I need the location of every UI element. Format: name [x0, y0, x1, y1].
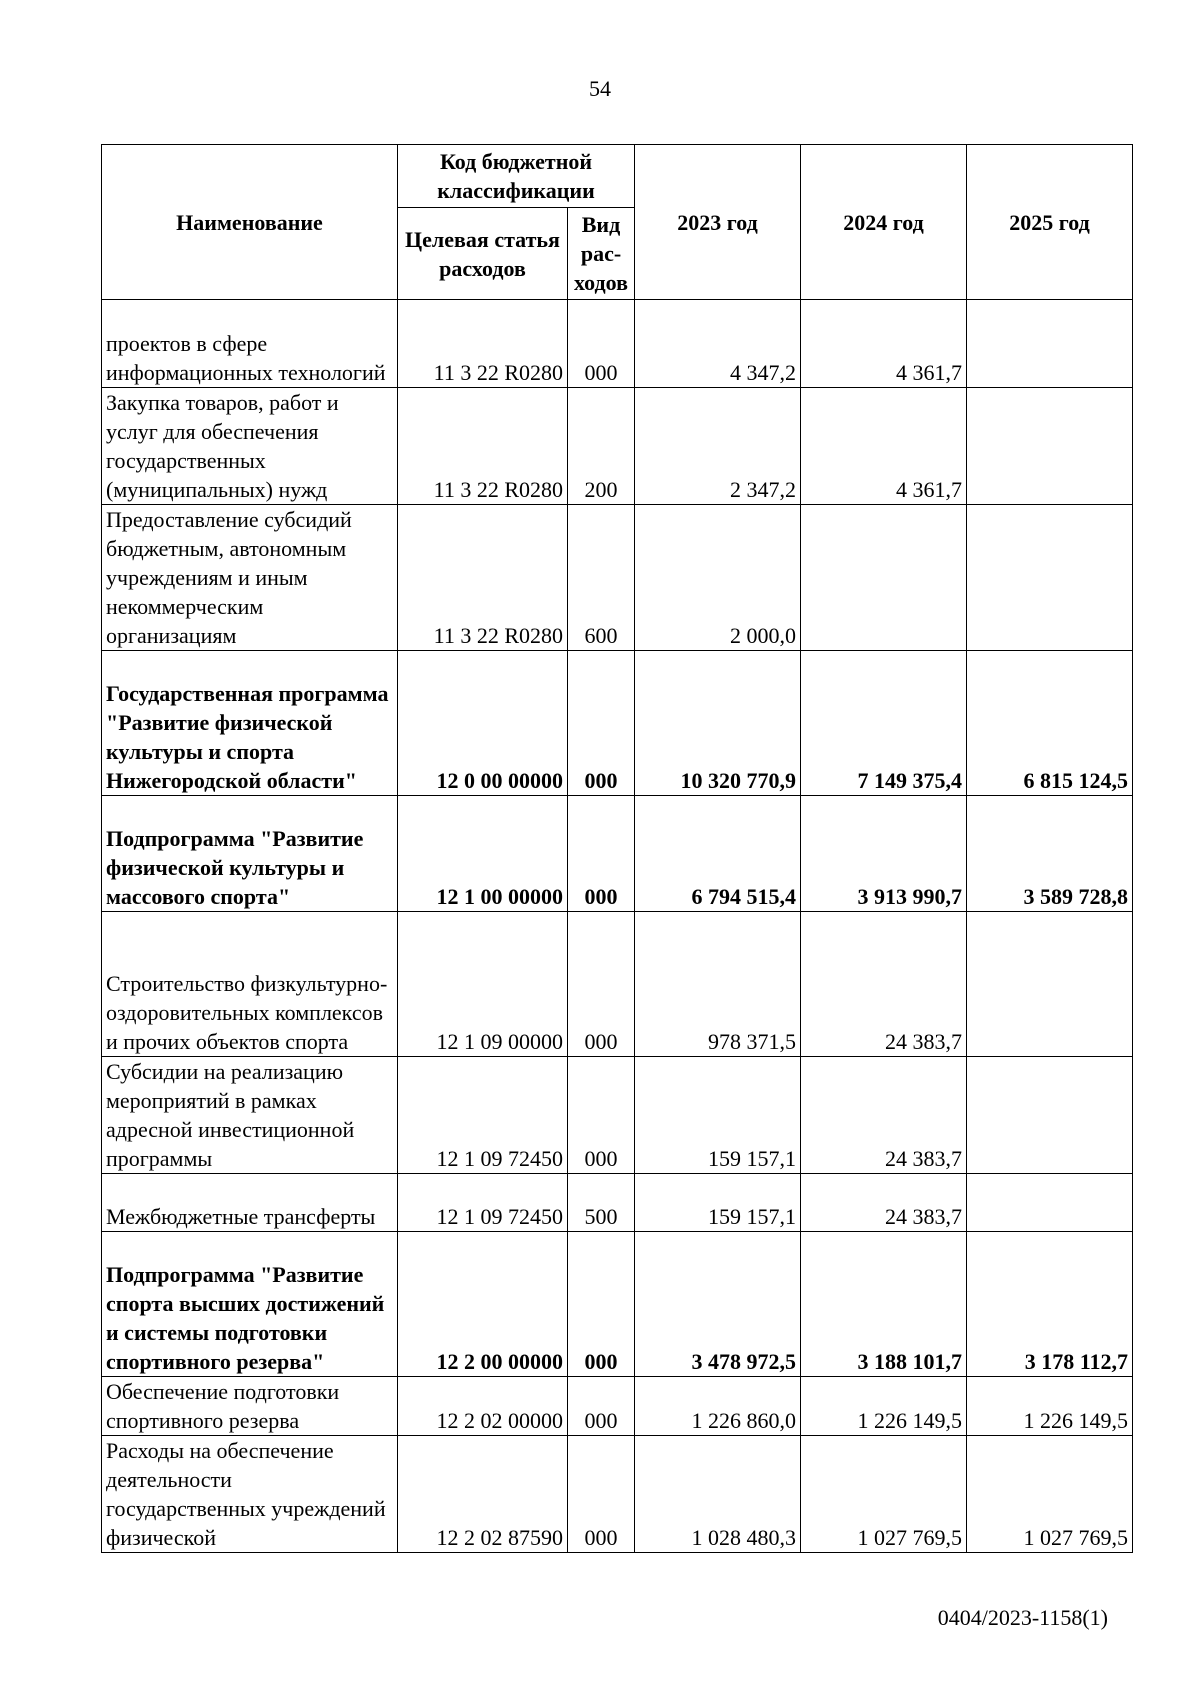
row-value-2023: 978 371,5 — [635, 912, 801, 1057]
row-expense-kind: 500 — [568, 1174, 635, 1232]
table-row — [102, 1057, 1133, 1174]
row-value-2023: 4 347,2 — [635, 300, 801, 388]
header-2023: 2023 год — [635, 145, 801, 300]
row-target-code: 12 1 09 72450 — [398, 1174, 568, 1232]
row-value-2024: 24 383,7 — [801, 1174, 967, 1232]
row-name: Межбюджетные трансферты — [102, 1174, 398, 1232]
row-name: проектов в сфере информационных технологий — [102, 300, 398, 388]
row-value-2023: 1 028 480,3 — [635, 1436, 801, 1553]
row-name: Подпрограмма "Развитие спорта высших достижений и системы подготовки спортивного резерва" — [102, 1232, 398, 1377]
row-value-2023: 159 157,1 — [635, 1057, 801, 1174]
table-row — [102, 505, 1133, 651]
row-value-2025 — [967, 1057, 1133, 1174]
row-target-code: 12 0 00 00000 — [398, 651, 568, 796]
row-value-2024: 24 383,7 — [801, 912, 967, 1057]
row-name: Субсидии на реализацию мероприятий в рамках адресной инвестиционной программы — [102, 1057, 398, 1174]
row-expense-kind: 000 — [568, 300, 635, 388]
row-value-2025: 3 589 728,8 — [967, 796, 1133, 912]
row-value-2025 — [967, 1174, 1133, 1232]
row-target-code: 11 3 22 R0280 — [398, 388, 568, 505]
row-value-2024: 3 913 990,7 — [801, 796, 967, 912]
row-name: Подпрограмма "Развитие физической культуры и массового спорта" — [102, 796, 398, 912]
row-value-2025: 6 815 124,5 — [967, 651, 1133, 796]
row-value-2023: 2 347,2 — [635, 388, 801, 505]
row-value-2025: 1 027 769,5 — [967, 1436, 1133, 1553]
row-name: Расходы на обеспечение деятельности государственных учреждений физической — [102, 1436, 398, 1553]
table-row — [102, 912, 1133, 1057]
header-2024: 2024 год — [801, 145, 967, 300]
row-name: Государственная программа "Развитие физической культуры и спорта Нижегородской области" — [102, 651, 398, 796]
table-row — [102, 1174, 1133, 1232]
document-code: 0404/2023-1158(1) — [937, 1605, 1108, 1630]
row-target-code: 11 3 22 R0280 — [398, 505, 568, 651]
table-header-row — [102, 145, 1133, 208]
page-number: 54 — [589, 76, 611, 101]
row-value-2023: 3 478 972,5 — [635, 1232, 801, 1377]
table-row — [102, 388, 1133, 505]
row-value-2024: 7 149 375,4 — [801, 651, 967, 796]
row-name: Предоставление субсидий бюджетным, автономным учреждениям и иным некоммерческим организациям — [102, 505, 398, 651]
row-expense-kind: 600 — [568, 505, 635, 651]
row-value-2024: 4 361,7 — [801, 300, 967, 388]
row-value-2025 — [967, 505, 1133, 651]
row-value-2023: 1 226 860,0 — [635, 1377, 801, 1436]
header-code-group: Код бюджетной классификации — [398, 145, 635, 208]
header-2025: 2025 год — [967, 145, 1133, 300]
row-target-code: 12 1 09 72450 — [398, 1057, 568, 1174]
row-value-2024: 1 226 149,5 — [801, 1377, 967, 1436]
row-expense-kind: 000 — [568, 796, 635, 912]
row-value-2025 — [967, 912, 1133, 1057]
row-expense-kind: 000 — [568, 651, 635, 796]
row-value-2023: 159 157,1 — [635, 1174, 801, 1232]
row-name: Закупка товаров, работ и услуг для обеспечения государственных (муниципальных) нужд — [102, 388, 398, 505]
table-row — [102, 651, 1133, 796]
row-expense-kind: 000 — [568, 1436, 635, 1553]
table-row — [102, 1436, 1133, 1553]
row-expense-kind: 000 — [568, 1377, 635, 1436]
row-expense-kind: 000 — [568, 1057, 635, 1174]
row-value-2024 — [801, 505, 967, 651]
row-expense-kind: 000 — [568, 912, 635, 1057]
row-value-2023: 6 794 515,4 — [635, 796, 801, 912]
row-target-code: 11 3 22 R0280 — [398, 300, 568, 388]
row-target-code: 12 2 02 87590 — [398, 1436, 568, 1553]
row-value-2025 — [967, 300, 1133, 388]
row-target-code: 12 2 00 00000 — [398, 1232, 568, 1377]
row-name: Строительство физкультурно-оздоровительных комплексов и прочих объектов спорта — [102, 912, 398, 1057]
row-value-2025 — [967, 388, 1133, 505]
row-target-code: 12 1 09 00000 — [398, 912, 568, 1057]
row-expense-kind: 200 — [568, 388, 635, 505]
table-row — [102, 1377, 1133, 1436]
row-value-2024: 24 383,7 — [801, 1057, 967, 1174]
row-value-2025: 3 178 112,7 — [967, 1232, 1133, 1377]
table-body — [102, 300, 1133, 1553]
row-value-2024: 3 188 101,7 — [801, 1232, 967, 1377]
table-row — [102, 1232, 1133, 1377]
header-kind: Вид рас-ходов — [568, 208, 635, 300]
row-value-2024: 4 361,7 — [801, 388, 967, 505]
table-row — [102, 796, 1133, 912]
header-name: Наименование — [102, 145, 398, 300]
header-target: Целевая статья расходов — [398, 208, 568, 300]
table-row — [102, 300, 1133, 388]
row-value-2025: 1 226 149,5 — [967, 1377, 1133, 1436]
row-name: Обеспечение подготовки спортивного резерва — [102, 1377, 398, 1436]
row-value-2023: 10 320 770,9 — [635, 651, 801, 796]
row-expense-kind: 000 — [568, 1232, 635, 1377]
row-target-code: 12 2 02 00000 — [398, 1377, 568, 1436]
row-target-code: 12 1 00 00000 — [398, 796, 568, 912]
row-value-2023: 2 000,0 — [635, 505, 801, 651]
budget-table — [101, 144, 1133, 1553]
row-value-2024: 1 027 769,5 — [801, 1436, 967, 1553]
